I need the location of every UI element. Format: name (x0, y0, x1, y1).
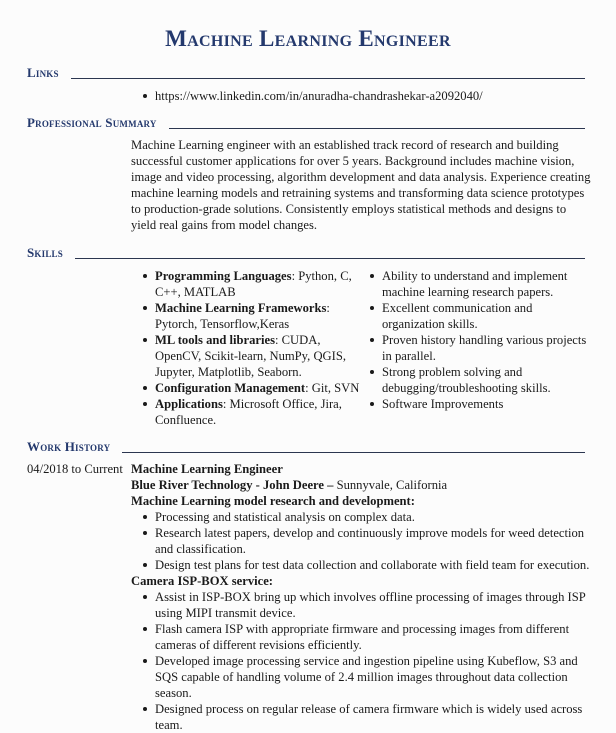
work-heading: Work History (27, 439, 111, 454)
job-bullet: Processing and statistical analysis on complex data. (131, 509, 591, 525)
skill-item: Software Improvements (358, 396, 598, 412)
job-bullet: Research latest papers, develop and continuously improve models for weed detection and classification. (131, 525, 591, 557)
summary-heading: Professional Summary (27, 115, 157, 130)
section-divider (71, 78, 585, 79)
job-group-bullets (131, 509, 591, 573)
skill-item (131, 380, 363, 396)
summary-section-heading (27, 115, 585, 131)
skill-value: : CUDA, OpenCV, Scikit-learn, NumPy, QGIS, Jupyter, Matplotlib, Seaborn. (155, 333, 346, 379)
job-bullet: Design test plans for test data collection and collaborate with field team for execution. (131, 557, 591, 573)
skill-value: : Microsoft Office, Jira, Confluence. (155, 397, 342, 427)
skill-item (131, 268, 363, 300)
job-title: Machine Learning Engineer (131, 462, 283, 476)
skill-label: Applications (155, 397, 223, 411)
job-location: Sunnyvale, California (333, 478, 448, 492)
links-section-heading (27, 65, 585, 81)
skill-item: Proven history handling various projects in parallel. (358, 332, 598, 364)
skill-label: Configuration Management (155, 381, 306, 395)
links-heading: Links (27, 65, 59, 80)
skills-left-list (131, 268, 363, 428)
job-group-heading: Machine Learning model research and development: (131, 494, 415, 508)
skills-heading: Skills (27, 245, 63, 260)
job-group-bullets (131, 589, 591, 733)
skill-item (131, 332, 363, 380)
skill-label: ML tools and libraries (155, 333, 275, 347)
section-divider (75, 258, 585, 259)
skills-right-list (358, 268, 598, 412)
section-divider (169, 128, 585, 129)
resume-title: Machine Learning Engineer (165, 26, 451, 51)
skills-right-column (358, 268, 598, 412)
job-bullet: Designed process on regular release of camera firmware which is widely used across team. (131, 701, 591, 733)
skill-value: : Git, SVN (305, 381, 360, 395)
job-bullet: Flash camera ISP with appropriate firmware and processing images from different cameras of different revisions efficiently. (131, 621, 591, 653)
skill-item (131, 396, 363, 428)
links-list-container (131, 88, 591, 104)
skill-item: Strong problem solving and debugging/troubleshooting skills. (358, 364, 598, 396)
skill-item: Ability to understand and implement machine learning research papers. (358, 268, 598, 300)
skill-value: : Python, C, C++, MATLAB (155, 269, 352, 299)
skill-label: Programming Languages (155, 269, 292, 283)
link-item[interactable] (131, 88, 591, 104)
job-company-line (131, 477, 591, 493)
linkedin-link[interactable]: https://www.linkedin.com/in/anuradha-chandrashekar-a2092040/ (155, 89, 483, 103)
skill-value: : Pytorch, Tensorflow,Keras (155, 301, 330, 331)
job-company: Blue River Technology - John Deere – (131, 478, 334, 492)
job-group-heading: Camera ISP-BOX service: (131, 574, 273, 588)
skill-label: Machine Learning Frameworks (155, 301, 327, 315)
job-bullet: Assist in ISP-BOX bring up which involves offline processing of images through ISP using MIPI transmit device. (131, 589, 591, 621)
summary-text: Machine Learning engineer with an established track record of research and building successful customer applications for over 5 years. Background includes machine vision, image and video processing, algorithm development and data analysis. Experience creating machine learning models and retraining systems and transforming data science prototypes to production-grade solutions. Consistently employs statistical methods and designs to yield real gains from model changes. (131, 138, 591, 232)
job-entry (131, 461, 591, 733)
skills-left-column (131, 268, 363, 428)
work-section-heading (27, 439, 585, 455)
skill-item: Excellent communication and organization skills. (358, 300, 598, 332)
skill-item (131, 300, 363, 332)
job-bullet: Developed image processing service and ingestion pipeline using Kubeflow, S3 and SQS capable of handling volume of 2.4 million images throughout data collection season. (131, 653, 591, 701)
summary-container (131, 137, 591, 233)
job-dates: 04/2018 to Current (27, 462, 123, 476)
section-divider (122, 452, 585, 453)
links-list (131, 88, 591, 104)
skills-section-heading (27, 245, 585, 261)
